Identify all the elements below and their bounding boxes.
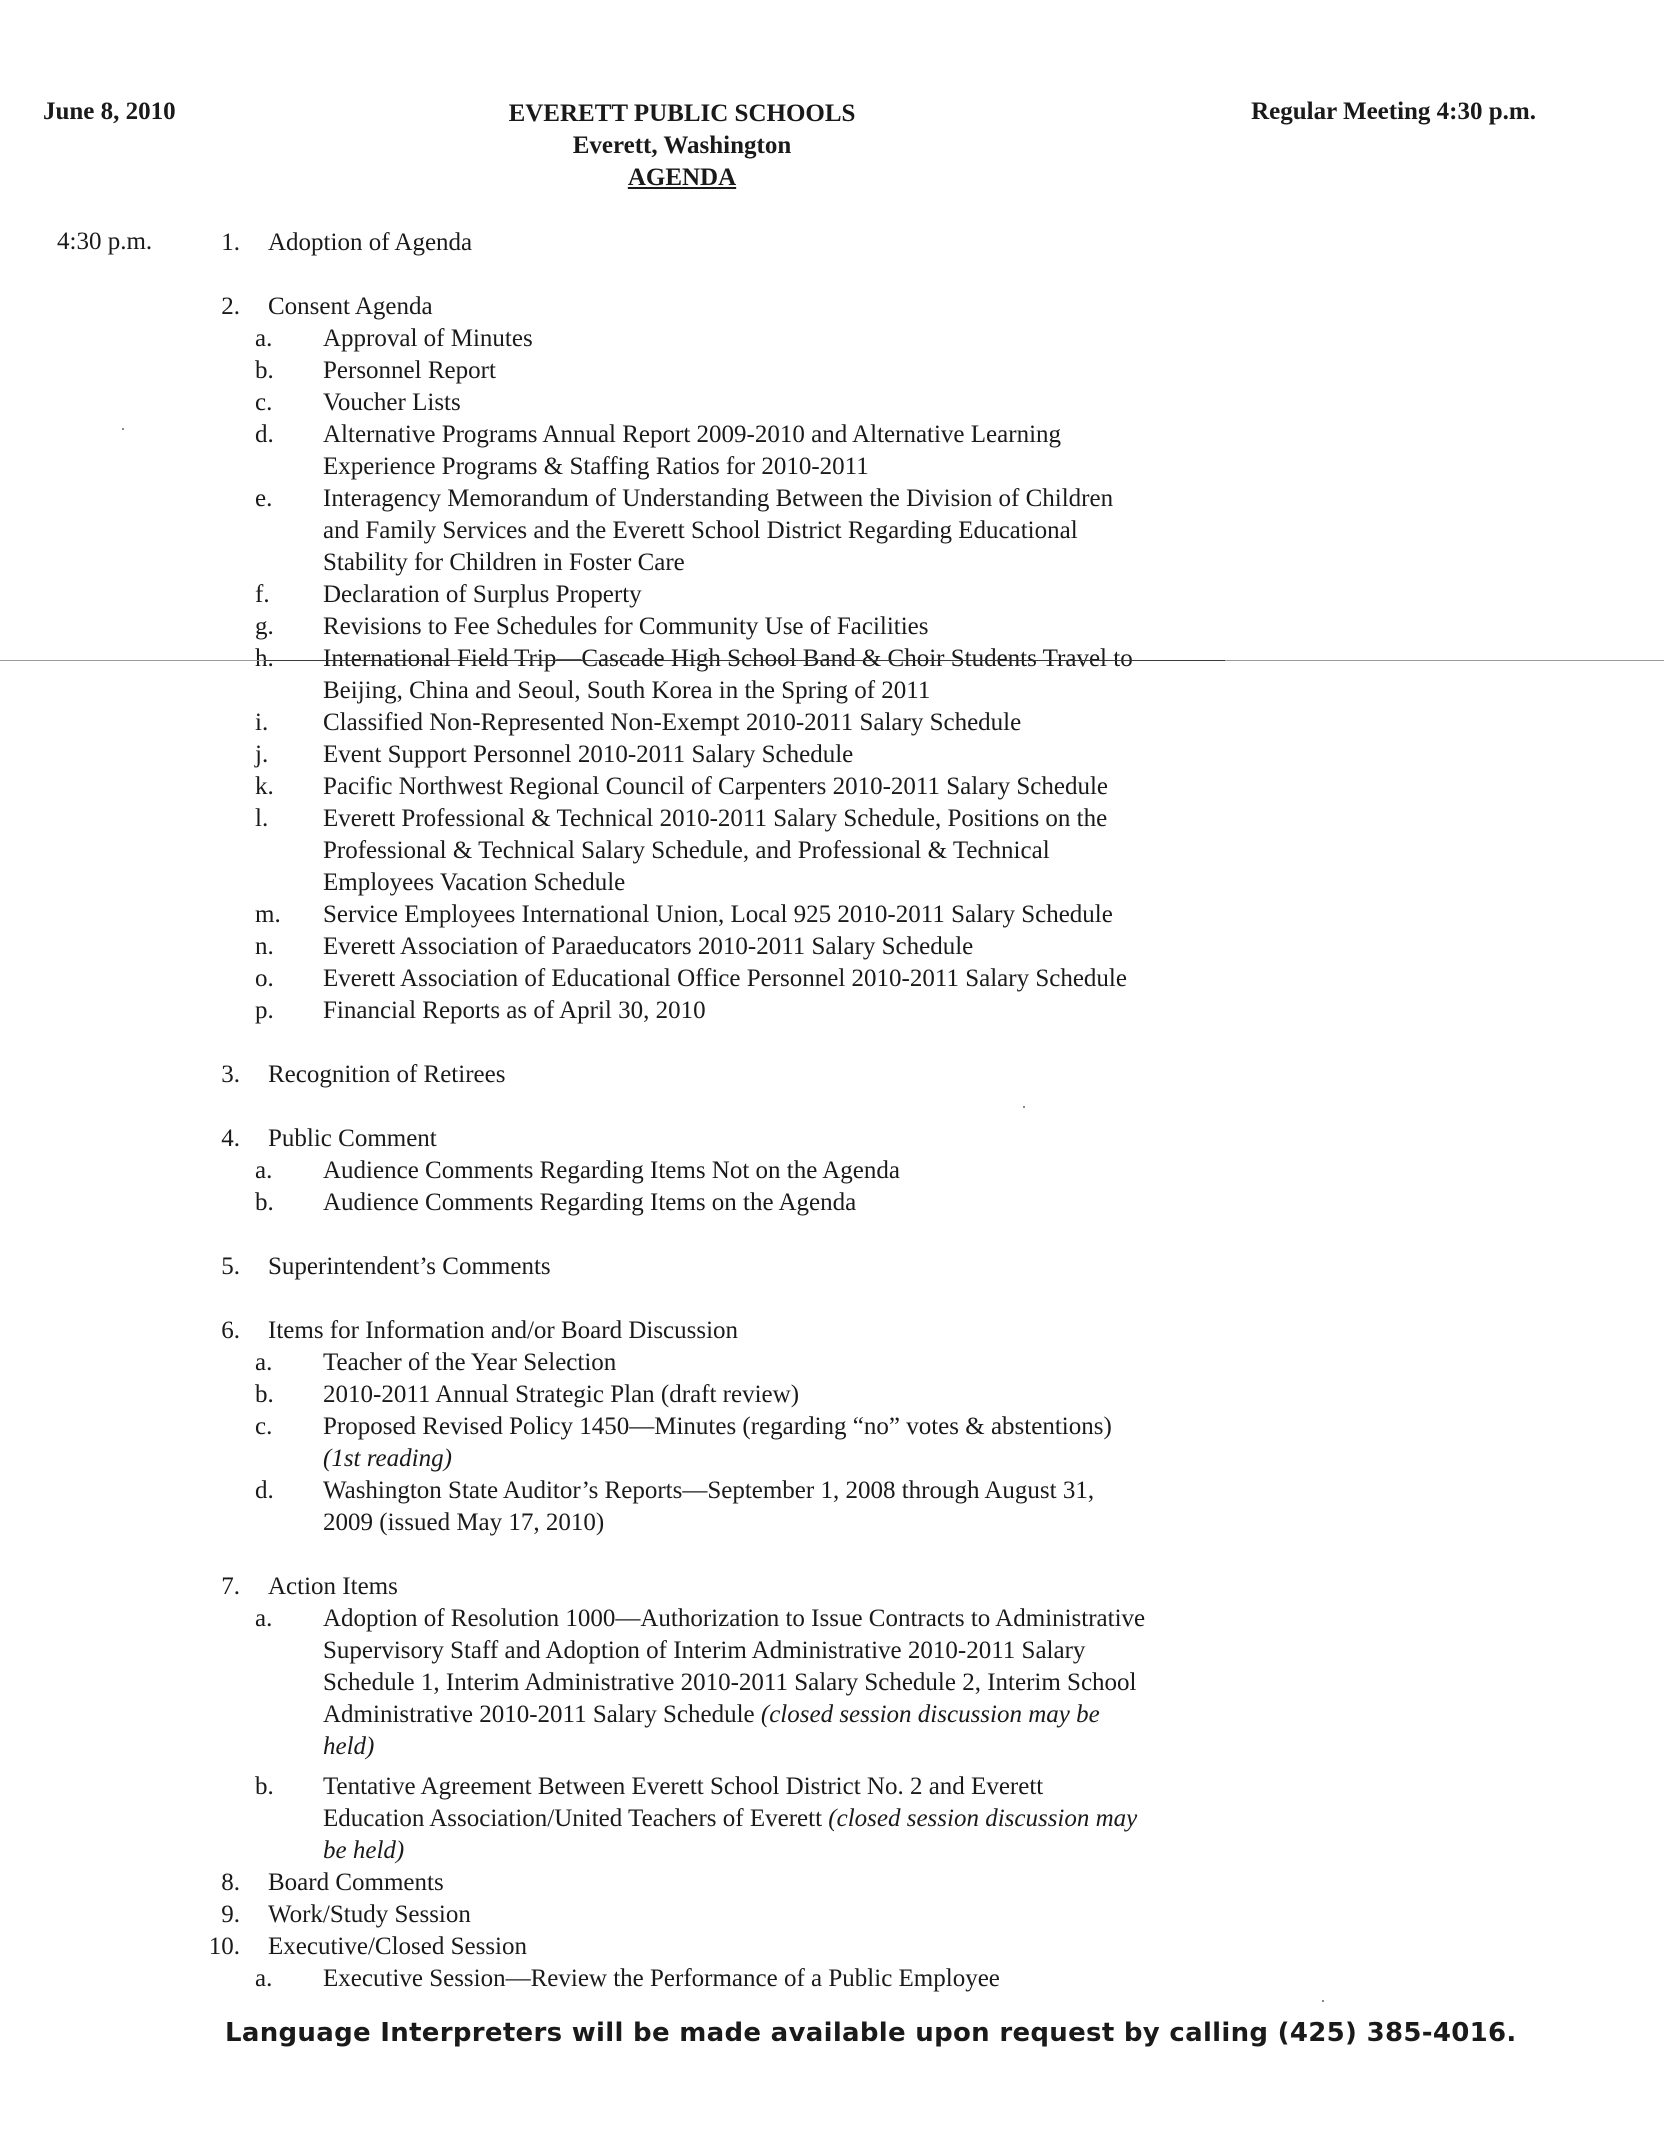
document-title: AGENDA (627, 164, 737, 191)
start-time: 4:30 p.m. (57, 228, 153, 255)
item-2-title: Consent Agenda (268, 293, 433, 320)
item-5-title: Superintendent’s Comments (268, 1253, 551, 1280)
item-2d-letter: d. (255, 421, 274, 448)
item-6d-letter: d. (255, 1477, 274, 1504)
item-6b-letter: b. (255, 1381, 274, 1408)
item-2a-letter: a. (255, 325, 273, 352)
item-7a-text-line-2: Supervisory Staff and Adoption of Interim Administrative 2010-2011 Salary (323, 1637, 1086, 1664)
item-2h-text-line-1: International Field Trip—Cascade High School Band & Choir Students Travel to (323, 645, 1133, 672)
item-2h-letter: h. (255, 645, 274, 672)
item-6d-text-line-2: 2009 (issued May 17, 2010) (323, 1509, 605, 1536)
item-2o-letter: o. (255, 965, 274, 992)
item-6c-text: Proposed Revised Policy 1450—Minutes (regarding “no” votes & abstentions) (323, 1413, 1112, 1440)
item-2f-text: Declaration of Surplus Property (323, 581, 642, 608)
item-2i-text: Classified Non-Represented Non-Exempt 2010-2011 Salary Schedule (323, 709, 1022, 736)
item-2i-letter: i. (255, 709, 269, 736)
item-2e-text-line-3: Stability for Children in Foster Care (323, 549, 685, 576)
item-2c-letter: c. (255, 389, 273, 416)
item-2p-letter: p. (255, 997, 274, 1024)
interpreter-notice: Language Interpreters will be made available upon request by calling (425) 385-4016. (225, 2018, 1517, 2048)
item-7a-line-4-italic: (closed session discussion may be (760, 1701, 1100, 1728)
item-7b-text-line-3: be held) (323, 1837, 405, 1864)
item-2k-letter: k. (255, 773, 274, 800)
item-7a-text-line-5: held) (323, 1733, 375, 1760)
item-2h-text-line-2: Beijing, China and Seoul, South Korea in the Spring of 2011 (323, 677, 931, 704)
item-4-number: 4. (221, 1125, 240, 1152)
strike-through-line (265, 660, 1225, 661)
header-block (0, 98, 1364, 194)
item-10a-text: Executive Session—Review the Performance of a Public Employee (323, 1965, 1000, 1992)
item-2m-text: Service Employees International Union, Local 925 2010-2011 Salary Schedule (323, 901, 1113, 928)
item-8-number: 8. (221, 1869, 240, 1896)
item-7a-text-line-4 (323, 1699, 1100, 1731)
item-7-title: Action Items (268, 1573, 398, 1600)
item-2j-letter: j. (255, 741, 269, 768)
item-2g-text: Revisions to Fee Schedules for Community Use of Facilities (323, 613, 929, 640)
organization-location: Everett, Washington (572, 132, 792, 159)
item-7a-text-line-3: Schedule 1, Interim Administrative 2010-2011 Salary Schedule 2, Interim School (323, 1669, 1137, 1696)
item-2g-letter: g. (255, 613, 274, 640)
item-2b-text: Personnel Report (323, 357, 496, 384)
item-1-title: Adoption of Agenda (268, 229, 473, 256)
item-2p-text: Financial Reports as of April 30, 2010 (323, 997, 706, 1024)
item-2e-letter: e. (255, 485, 273, 512)
item-7b-text-line-2 (323, 1803, 1137, 1835)
item-2e-text-line-2: and Family Services and the Everett School District Regarding Educational (323, 517, 1078, 544)
item-3-title: Recognition of Retirees (268, 1061, 506, 1088)
item-2l-text-line-3: Employees Vacation Schedule (323, 869, 626, 896)
item-2j-text: Event Support Personnel 2010-2011 Salary Schedule (323, 741, 854, 768)
item-6d-text-line-1: Washington State Auditor’s Reports—September 1, 2008 through August 31, (323, 1477, 1095, 1504)
item-10-number: 10. (208, 1933, 240, 1960)
item-4a-letter: a. (255, 1157, 273, 1184)
item-4b-letter: b. (255, 1189, 274, 1216)
item-2d-text-line-1: Alternative Programs Annual Report 2009-2010 and Alternative Learning (323, 421, 1062, 448)
organization-name: EVERETT PUBLIC SCHOOLS (508, 100, 856, 127)
item-7b-line-2-italic: (closed session discussion may (828, 1805, 1138, 1832)
item-6c-letter: c. (255, 1413, 273, 1440)
item-7b-letter: b. (255, 1773, 274, 1800)
item-4b-text: Audience Comments Regarding Items on the Agenda (323, 1189, 857, 1216)
meeting-date: June 8, 2010 (43, 98, 176, 125)
item-6a-text: Teacher of the Year Selection (323, 1349, 617, 1376)
meeting-type: Regular Meeting 4:30 p.m. (1251, 98, 1536, 125)
item-2l-text-line-2: Professional & Technical Salary Schedule, and Professional & Technical (323, 837, 1050, 864)
item-6-number: 6. (221, 1317, 240, 1344)
item-9-number: 9. (221, 1901, 240, 1928)
item-7a-text-line-1: Adoption of Resolution 1000—Authorization to Issue Contracts to Administrative (323, 1605, 1146, 1632)
item-2-number: 2. (221, 293, 240, 320)
scan-speck (1322, 2000, 1324, 2002)
item-2n-letter: n. (255, 933, 274, 960)
item-2a-text: Approval of Minutes (323, 325, 533, 352)
item-2d-text-line-2: Experience Programs & Staffing Ratios for 2010-2011 (323, 453, 869, 480)
item-2c-text: Voucher Lists (323, 389, 461, 416)
item-7a-line-4-regular: Administrative 2010-2011 Salary Schedule (323, 1701, 761, 1728)
item-6-title: Items for Information and/or Board Discussion (268, 1317, 739, 1344)
item-10-title: Executive/Closed Session (268, 1933, 527, 1960)
item-2o-text: Everett Association of Educational Office Personnel 2010-2011 Salary Schedule (323, 965, 1127, 992)
item-2n-text: Everett Association of Paraeducators 2010-2011 Salary Schedule (323, 933, 974, 960)
item-1-number: 1. (221, 229, 240, 256)
item-7-number: 7. (221, 1573, 240, 1600)
item-9-title: Work/Study Session (268, 1901, 471, 1928)
item-4-title: Public Comment (268, 1125, 437, 1152)
item-6c-reading-note: (1st reading) (323, 1445, 452, 1472)
item-3-number: 3. (221, 1061, 240, 1088)
item-2e-text-line-1: Interagency Memorandum of Understanding Between the Division of Children (323, 485, 1114, 512)
item-7b-line-2-regular: Education Association/United Teachers of Everett (323, 1805, 829, 1832)
item-2f-letter: f. (255, 581, 270, 608)
scan-speck (1023, 1106, 1025, 1108)
item-6a-letter: a. (255, 1349, 273, 1376)
item-2l-text-line-1: Everett Professional & Technical 2010-2011 Salary Schedule, Positions on the (323, 805, 1108, 832)
item-7a-letter: a. (255, 1605, 273, 1632)
item-6b-text: 2010-2011 Annual Strategic Plan (draft review) (323, 1381, 800, 1408)
item-2k-text: Pacific Northwest Regional Council of Carpenters 2010-2011 Salary Schedule (323, 773, 1108, 800)
item-7b-text-line-1: Tentative Agreement Between Everett School District No. 2 and Everett (323, 1773, 1044, 1800)
item-10a-letter: a. (255, 1965, 273, 1992)
item-2b-letter: b. (255, 357, 274, 384)
item-8-title: Board Comments (268, 1869, 444, 1896)
item-4a-text: Audience Comments Regarding Items Not on the Agenda (323, 1157, 900, 1184)
scan-speck (122, 428, 124, 430)
item-5-number: 5. (221, 1253, 240, 1280)
item-2l-letter: l. (255, 805, 269, 832)
item-2m-letter: m. (255, 901, 281, 928)
